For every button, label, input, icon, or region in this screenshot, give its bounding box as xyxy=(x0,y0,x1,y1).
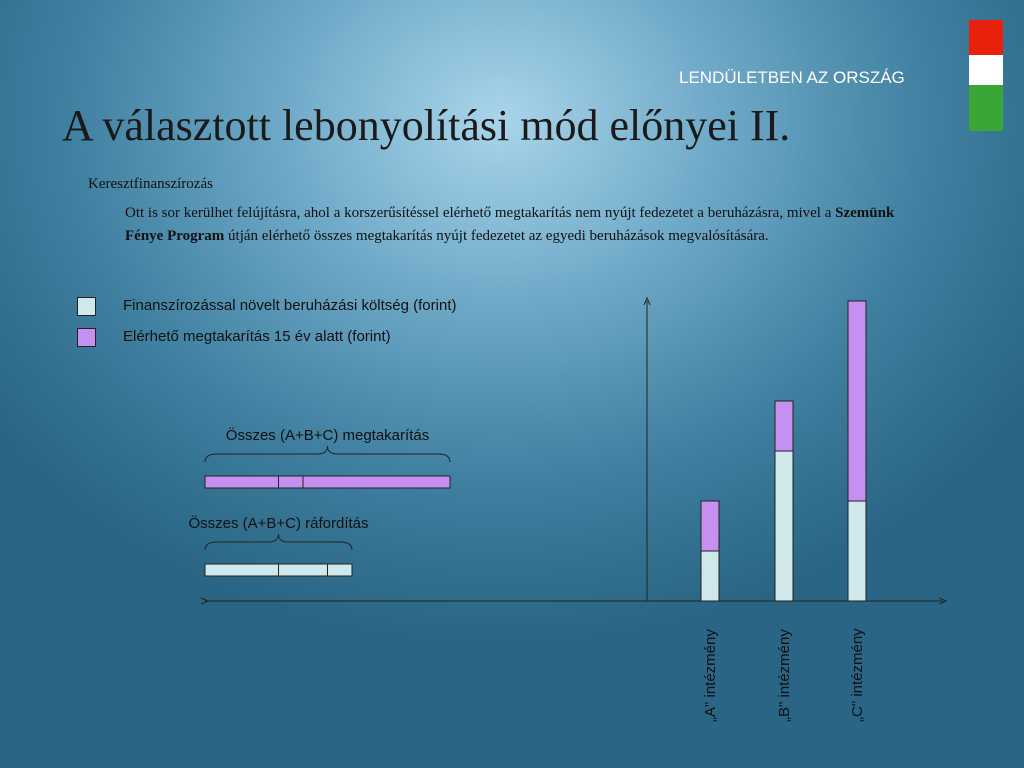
subtitle: Keresztfinanszírozás xyxy=(88,176,213,192)
cumulative-segment-1-0 xyxy=(205,564,279,576)
paragraph-text-2: útján elérhető összes megtakarítás nyújt fedezetet az egyedi beruházások megvalósítására. xyxy=(224,228,769,244)
cumulative-label-1: Összes (A+B+C) ráfordítás xyxy=(188,515,369,532)
paragraph-text-1: Ott is sor kerülhet felújításra, ahol a korszerűsítéssel elérhető megtakarítás nem nyújt fedezetet a beruházásra, mivel a xyxy=(125,205,836,221)
program-name: Szemünk Fénye Program xyxy=(125,205,895,244)
bar-savings-2 xyxy=(848,301,866,501)
cumulative-segment-1-1 xyxy=(279,564,328,576)
brace-0 xyxy=(205,446,450,462)
brace-1 xyxy=(205,534,352,550)
cumulative-segment-0-2 xyxy=(303,476,450,488)
cumulative-segment-1-2 xyxy=(328,564,353,576)
legend-label-savings: Elérhető megtakarítás 15 év alatt (forint) xyxy=(123,328,391,345)
bar-cost-2 xyxy=(848,501,866,601)
cumulative-segment-0-1 xyxy=(279,476,304,488)
cumulative-label-0: Összes (A+B+C) megtakarítás xyxy=(225,427,430,444)
bar-cost-1 xyxy=(775,451,793,601)
bar-savings-0 xyxy=(701,501,719,551)
category-label-2: „C" intézmény xyxy=(849,628,866,722)
cumulative-segment-0-0 xyxy=(205,476,279,488)
bar-savings-1 xyxy=(775,401,793,451)
slide-title: A választott lebonyolítási mód előnyei II. xyxy=(62,101,791,150)
category-label-0: „A" intézmény xyxy=(702,629,719,722)
slogan: LENDÜLETBEN AZ ORSZÁG xyxy=(679,68,905,87)
bar-cost-0 xyxy=(701,551,719,601)
legend-label-cost: Finanszírozással növelt beruházási költség (forint) xyxy=(123,297,457,314)
category-label-1: „B" intézmény xyxy=(776,629,793,722)
